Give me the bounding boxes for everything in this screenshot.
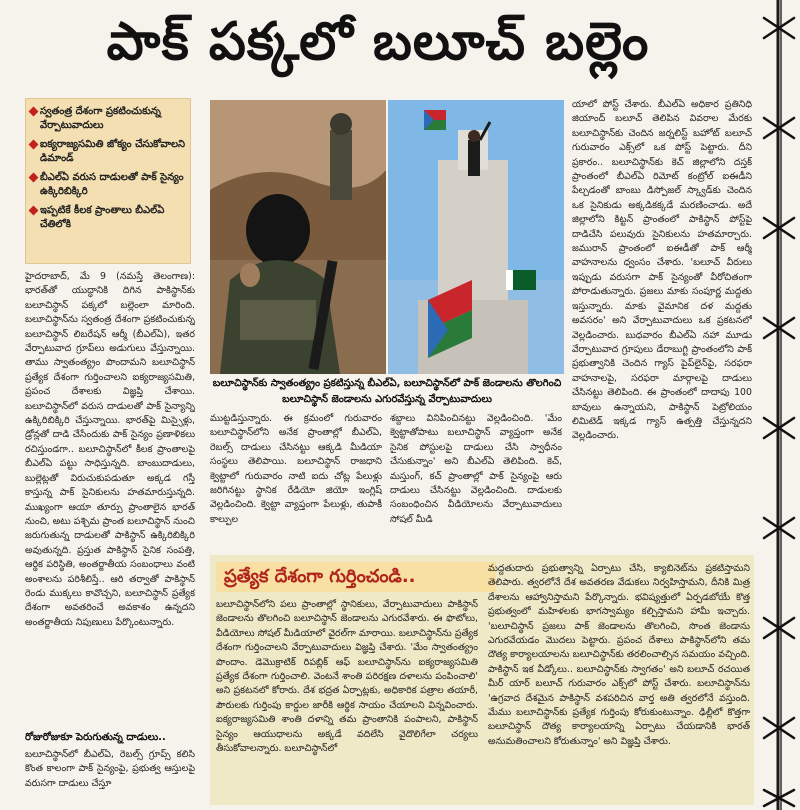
photo-fighters [210, 100, 386, 374]
article-paragraph: యాలో పోస్ట్ చేశారు. బీఎల్ఏ అధికార ప్రతినిధి జియాంద్ బలూచ్ తెలిపిన వివరాల మేరకు బలూచిస్థాన్‌కు చెందిన జర్నలిస్ట్ బహోట్ బలూచ్ గురువారం ఎక్స్‌లో ఒక పోస్ట్ పెట్టారు. దీని ప్రకారం.. బలూచిస్థాన్‌కు కెచ్ జిల్లాలోని దస్తక్ ప్రాంతంలో బీఎల్ఏ రిమోట్ కంట్రోల్ ఐఈడీని పేల్చడంతో బాంబు డిస్పోజల్ స్క్వాడ్‌కు చెందిన ఒక సైనికుడు అక్కడికక్కడే మరణించాడు. అదే జిల్లాలోని కిట్టన్ ప్రాంతంలో పాకిస్థాన్ పోస్ట్‌పై దాడిచేసి పలువురు సైనికులను హతమార్చారు. జమురాన్ ప్రాంతంలో ఐఈడీతో పాక్ ఆర్మీ వాహనాలను ధ్వంసం చేశారు. 'బలూచ్ వీరులు ఇప్పుడు వరుసగా పాక్ సైన్యంతో వీరోచితంగా పోరాడుతున్నారు. ప్రజలు మాకు సంపూర్ణ మద్దతు ఇస్తున్నారు. మాకు వైమానిక దళ మద్దతు అవసరం' అని వేర్పాటువాదులు ఒక ప్రకటనలో వెల్లడించారు. బుధవారం బీఎల్ఏ నహా మూడు వేర్పాటువాద గ్రూపులు డేరాబుగ్టి ప్రాంతంలోని పాక్ ప్రభుత్వానికి చెందిన గ్యాస్ పైప్‌లైన్‌పై, సరఫరా వాహనాలపై, సరఫరా మార్గాలపై దాడులు చేసినట్టు తెలిపింది. ఈ ప్రాంతంలో దాదాపు 100 బావులు ఉన్నాయని, పాకిస్థాన్ పెట్రోలియం లిమిటెడ్ ఇక్కడ గ్యాస్ ఉత్పత్తి చేస్తున్నదని వెల్లడించారు. [572, 99, 752, 442]
article-column-4 [572, 98, 752, 552]
pakistan-flag [506, 270, 536, 290]
article-paragraph: శబ్దాలు వినిపించినట్టు వెల్లడించింది. 'మేం క్వెట్టాతోపాటు బలూచిస్థాన్ వ్యాప్తంగా అనేక సైనిక పోస్టులపై దాడులు చేసి స్వాధీనం చేసుకున్నాం' అని బీఎల్ఏ తెలిపింది. కెచ్, మస్తుంగ్, కచ్ ప్రాంతాల్లో పాక్ సైన్యంపై ఆరు దాడులు చేసినట్టు వెల్లడించింది. దాడులకు సంబంధించిన వీడియోలను వేర్పాటువాదులు సోషల్ మీడి [390, 413, 562, 525]
article-column-2-top [210, 412, 382, 552]
article-column-3-top [390, 412, 562, 552]
article-column-1 [25, 270, 195, 728]
article-column-3-bottom [488, 562, 750, 804]
highlight-item: ఐక్యరాజ్యసమితి జోక్యం చేసుకోవాలని డిమాండ్ [30, 138, 186, 166]
article-paragraph: హైదరాబాద్, మే 9 (నమస్తే తెలంగాణ): భారత్‌తో యుద్ధానికి దిగిన పాకిస్థాన్‌కు బలూచిస్థాన్ పక్కలో బల్లెంలా మారింది. బలూచిస్థాన్‌ను స్వతంత్ర దేశంగా ప్రకటించుకున్న బలూచిస్థాన్ లిబరేషన్ ఆర్మీ (బీఎల్ఏ), ఇతర వేర్పాటువాద గ్రూప్‌లు అడుగులు వేస్తున్నాయి. తాము స్వాతంత్య్రం పొందామని బలూచిస్థాన్ ప్రత్యేక దేశంగా గుర్తించాలని ఐక్యరాజ్యసమితి, ప్రపంచ దేశాలకు విజ్ఞప్తి చేశాయి. బలూచిస్థాన్‌లో వరుస దాడులతో పాక్ సైన్యాన్ని ఉక్కిరిబిక్కిరి చేస్తున్నాయి. భారత్‌పై మిస్సైళ్లు, డ్రోన్లతో దాడి చేసేందుకు పాక్ సైన్యం ప్రణాళికలు రచిస్తుండగా.. బలూచిస్థాన్‌లో కీలక ప్రాంతాలపై బీఎల్ఏ పట్టు సాధిస్తున్నది. బాంబుదాడులు, బుల్లెట్లతో విరుచుకుపడుతూ అక్కడ గస్తీ కాస్తున్న పాక్ సైనికులను హతమారుస్తున్నది. ముఖ్యంగా ఆయా తూర్పు ప్రాంతాలైన భారత్ నుంచి, అటు పశ్చిమ ప్రాంత బలూచిస్థాన్ నుంచి జరుగుతున్న దాడులతో పాకిస్థాన్ ఉక్కిరిబిక్కిరి అవుతున్నది. ప్రస్తుత పాకిస్థాన్ సైనిక సంపత్తి, ఆర్థిక పరిస్థితి, అంతర్జాతీయ సంబంధాలు వంటి అంశాలను పరిశీలిస్తే.. ఆరి తర్వాతో పాకిస్థాన్ రెండు ముక్కలు కావొచ్చని, బలూచిస్థాన్ ప్రత్యేక దేశంగా అవతరించే అవకాశం ఉన్నదని అంతర్జాతీయ నిపుణులు పేర్కొంటున్నారు. [25, 271, 195, 628]
article-paragraph: మద్దతుదారు ప్రభుత్వాన్ని ఏర్పాటు చేసి, క్యాబినెట్‌ను ప్రకటిస్తామని తెలిపారు. త్వరలోనే దేశ అవతరణ వేడుకలు నిర్వహిస్తామని, దీనికి మిత్ర దేశాలను ఆహ్వానిస్తామని పేర్కొన్నారు. భవిష్యత్తులో ఏర్పడబోయే కొత్త ప్రభుత్వంలో మహిళలకు భాగస్వామ్యం కల్పిస్తామని హామీ ఇచ్చారు. 'బలూచిస్థాన్ ప్రజలు పాక్ జెండాలను తొలగించి, సొంత జెండాను ఎగురవేయడం మొదలు పెట్టారు. ప్రపంచ దేశాలు పాకిస్థాన్‌లోని తమ దౌత్య కార్యాలయాలను బలూచిస్థాన్‌కు తరలించాల్సిన సమయం వచ్చింది. పాకిస్థాన్ ఇక వీడ్కోలు.. బలూచిస్థాన్‌కు స్వాగతం' అని బలూచ్ రచయిత మీర్ యార్ బలూచ్ గురువారం ఎక్స్‌లో పోస్ట్ చేశారు. బలూచిస్థాన్‌ను 'ఉగ్రవాద దేశమైన పాకిస్థాన్ వశపరిచిన వార్త అతి త్వరలోనే వస్తుంది. మేము బలూచిస్థాన్‌కు ప్రత్యేక గుర్తింపు కోరుకుంటున్నాం. ఢిల్లీలో కొత్తగా బలూచిస్థాన్ దౌత్య కార్యాలయాన్ని ఏర్పాటు చేయడానికి భారత్ అనుమతించాలని కోరుతున్నాం' అని విజ్ఞప్తి చేశారు. [488, 563, 750, 747]
photo-flag-monument [388, 100, 564, 374]
barbed-wire-graphic [758, 0, 800, 810]
article-paragraph: ముట్టడిస్తున్నారు. ఈ క్రమంలో గురువారం బలూచిస్థాన్‌లోని అనేక ప్రాంతాల్లో బీఎల్ఏ, రెబల్స్ దాడులు చేసినట్టు ఆక్కడి మీడియా సంస్థలు తెలిపాయి. బలూచిస్థాన్ రాజధాని క్వెట్టాలో గురువారం నాటి ఐదు చోట్ల పేలుళ్లు జరిగినట్టు స్థానిక రేడియో జియో ఇంగ్లిష్ వెల్లడించింది. క్వెట్టా వ్యాప్తంగా పేలుళ్లు, తుపాకీ కాల్పుల [210, 413, 382, 525]
article-paragraph: బలూచిస్థాన్‌లో బీఎల్ఏ, రెబల్స్ గ్రూప్స్ కలిసి కొంత కాలంగా పాక్ సైన్యంపై, ప్రభుత్వ ఆస్తులపై వరుసగా దాడులు చేస్తూ [25, 749, 195, 789]
highlight-item: స్వతంత్ర దేశంగా ప్రకటించుకున్న వేర్పాటువాదులు [30, 105, 186, 133]
section-heading: ప్రత్యేక దేశంగా గుర్తించండి.. [216, 562, 496, 592]
bullet-icon [29, 206, 39, 216]
column-subhead: రోజురోజుకూ పెరుగుతున్న దాడులు.. [25, 732, 166, 743]
bullet-icon [29, 107, 39, 117]
photo-caption: బలూచిస్థాన్‌కు స్వాతంత్య్రం ప్రకటిస్తున్న బీఎల్ఏ, బలూచిస్థాన్‌లో పాక్ జెండాలను తొలగించి బలూచిస్థాన్ జెండాలను ఎగురవేస్తున్న వేర్పాటువాదులు [212, 378, 562, 405]
highlight-item: ఇప్పటికే కీలక ప్రాంతాలు బీఎల్ఏ చేతిలోకి [30, 204, 186, 232]
balochistan-flag-top [424, 110, 446, 130]
highlights-box [25, 98, 191, 264]
highlight-item: బీఎల్ఏ వరుస దాడులతో పాక్ సైన్యం ఉక్కిరిబిక్కిరి [30, 171, 186, 199]
bullet-icon [29, 140, 39, 150]
bullet-icon [29, 173, 39, 183]
article-column-2-bottom [216, 598, 478, 804]
headline: పాక్ పక్కలో బలూచ్ బల్లెం [106, 12, 650, 72]
article-paragraph: బలూచిస్థాన్‌లోని పలు ప్రాంతాల్లో స్థానికులు, వేర్పాటువాదులు పాకిస్థాన్ జెండాలను తొలగించి బలూచిస్థాన్ జెండాలను ఎగురవేశారు. ఈ ఫొటోలు, వీడియోలు సోషల్ మీడియాలో వైరల్‌గా మారాయి. బలూచిస్థాన్‌ను ప్రత్యేక దేశంగా గుర్తించాలని వేర్పాటువాదులు విజ్ఞప్తి చేశారు. 'మేం స్వాతంత్య్రం పొందాం. డెమొక్రాటిక్ రిపబ్లిక్ ఆఫ్ బలూచిస్థాన్‌ను ఐక్యరాజ్యసమితి ప్రత్యేక దేశంగా గుర్తించాలి. వెంటనే శాంతి పరిరక్షణ దళాలను పంపించాలి' అని ప్రకటనలో కోరారు. దేశ భద్రత ఏర్పాట్లకు, అధికారిక పత్రాల తయారీ, పౌరులకు గుర్తింపు కార్డుల జారీకి ఆర్థిక సాయం చేయాలని విన్నవించారు. ఐక్యరాజ్యసమితి శాంతి దళాన్ని తమ ప్రాంతానికి పంపాలని, పాకిస్థాన్ సైన్యం ఆయుధాలను అక్కడే వదిలేసి వైదొలిగేలా చర్యలు తీసుకోవాలన్నారు. బలూచిస్థాన్‌లో [216, 599, 478, 755]
article-column-1-cont [25, 748, 195, 806]
